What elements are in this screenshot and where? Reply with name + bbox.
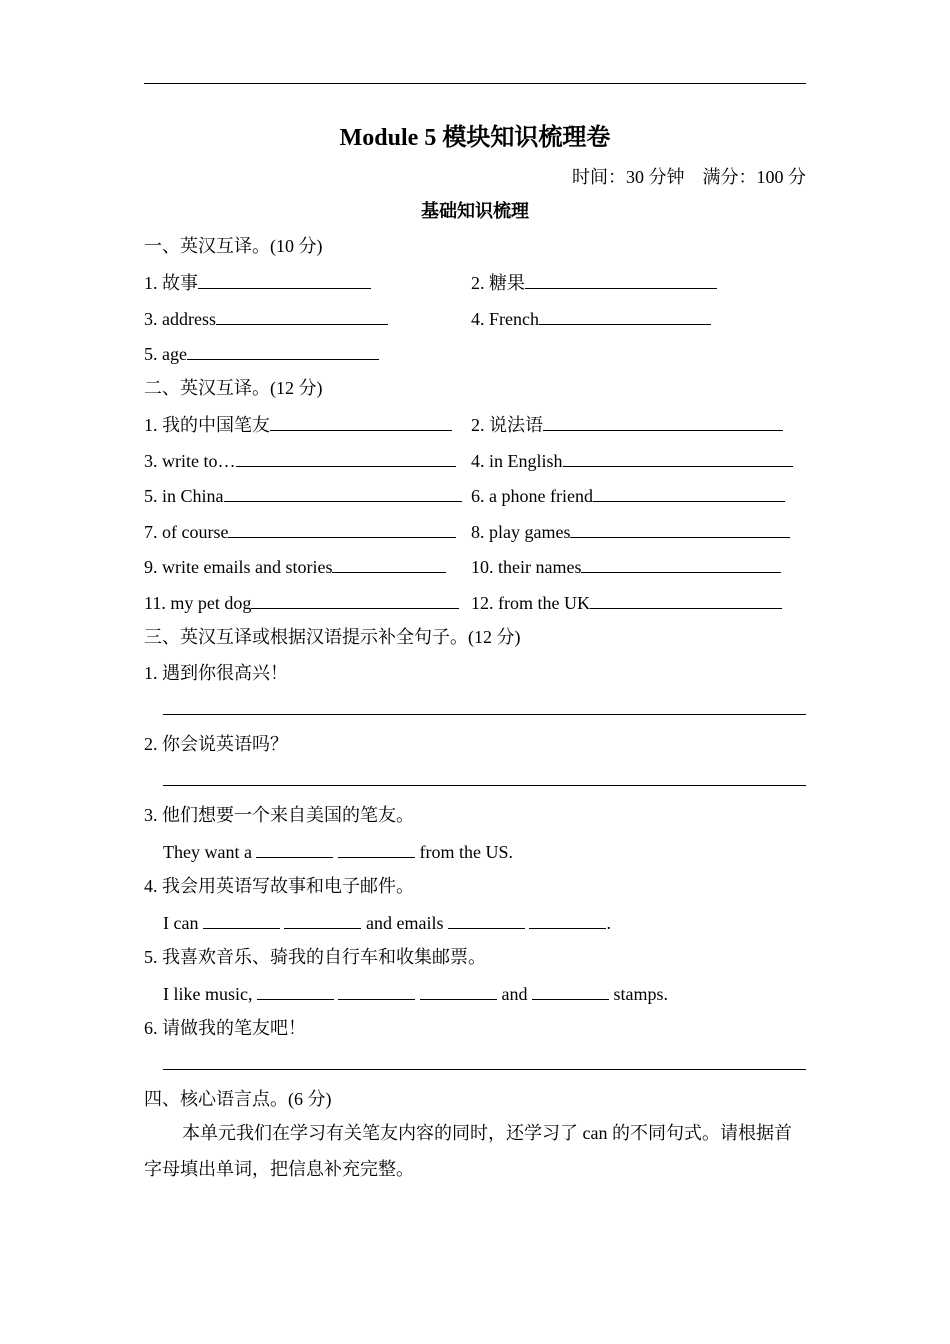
answer-blank[interactable] [236, 447, 456, 467]
s3-question-4: 4. 我会用英语写故事和电子邮件。 [144, 876, 414, 896]
answer-blank[interactable] [270, 411, 452, 431]
answer-blank[interactable] [590, 589, 782, 609]
s3-sentence-4-part-b: and emails [365, 913, 444, 933]
answer-line[interactable] [163, 1069, 806, 1070]
answer-blank[interactable] [257, 980, 334, 1000]
answer-blank[interactable] [593, 482, 785, 502]
s2-item-5-text: 5. in China [144, 486, 224, 506]
answer-blank[interactable] [532, 980, 609, 1000]
section4-heading: 四、核心语言点。(6 分) [144, 1089, 332, 1109]
answer-blank[interactable] [203, 909, 280, 929]
answer-blank[interactable] [251, 589, 459, 609]
s2-item-11 [144, 589, 459, 616]
s2-item-3-text: 3. write to… [144, 451, 236, 471]
s3-sentence-5-part-b: and [501, 984, 528, 1004]
page-title: Module 5 模块知识梳理卷 [339, 125, 611, 151]
answer-blank[interactable] [570, 518, 790, 538]
answer-line[interactable] [163, 714, 806, 715]
section4-instructions: 本单元我们在学习有关笔友内容的同时，还学习了 can 的不同句式。请根据首字母填出单词，把信息补充完整。 [144, 1123, 792, 1179]
section-group-title: 基础知识梳理 [421, 201, 529, 221]
s2-item-5 [144, 482, 462, 509]
s3-question-6: 6. 请做我的笔友吧！ [144, 1018, 306, 1038]
answer-blank[interactable] [198, 269, 371, 289]
s1-item-1 [144, 269, 371, 296]
s3-sentence-3 [163, 838, 513, 865]
s1-item-2 [471, 269, 717, 296]
s3-sentence-4-part-c: . [606, 913, 611, 933]
s1-item-2-text: 2. 糖果 [471, 273, 525, 293]
s2-item-12-text: 12. from the UK [471, 593, 590, 613]
s2-item-10 [471, 553, 781, 580]
s3-question-1: 1. 遇到你很高兴！ [144, 663, 288, 683]
s2-item-3 [144, 447, 456, 474]
s3-question-3: 3. 他们想要一个来自美国的笔友。 [144, 805, 414, 825]
s2-item-11-text: 11. my pet dog [144, 593, 252, 613]
answer-blank[interactable] [420, 980, 497, 1000]
s3-sentence-4-part-a: I can [163, 913, 199, 933]
section2-heading: 二、英汉互译。(12 分) [144, 378, 323, 398]
answer-blank[interactable] [448, 909, 525, 929]
answer-blank[interactable] [563, 447, 793, 467]
answer-blank[interactable] [338, 980, 415, 1000]
s3-sentence-4 [163, 909, 611, 936]
answer-blank[interactable] [525, 269, 717, 289]
s2-item-6 [471, 482, 785, 509]
answer-blank[interactable] [228, 518, 456, 538]
s1-item-4-text: 4. French [471, 309, 539, 329]
s2-item-10-text: 10. their names [471, 557, 582, 577]
s1-item-4 [471, 305, 711, 332]
s2-item-2 [471, 411, 783, 438]
answer-blank[interactable] [543, 411, 783, 431]
s1-item-1-text: 1. 故事 [144, 273, 198, 293]
answer-blank[interactable] [539, 305, 711, 325]
s1-item-3 [144, 305, 388, 332]
header-rule [144, 83, 806, 84]
s2-item-9-text: 9. write emails and stories [144, 557, 333, 577]
answer-blank[interactable] [224, 482, 462, 502]
answer-blank[interactable] [284, 909, 361, 929]
s3-sentence-5-part-a: I like music, [163, 984, 253, 1004]
answer-blank[interactable] [332, 553, 446, 573]
section3-heading: 三、英汉互译或根据汉语提示补全句子。(12 分) [144, 627, 521, 647]
s2-item-2-text: 2. 说法语 [471, 415, 543, 435]
s3-sentence-3-part-a: They want a [163, 842, 252, 862]
s2-item-4-text: 4. in English [471, 451, 563, 471]
s2-item-1 [144, 411, 452, 438]
s3-sentence-3-part-b: from the US. [419, 842, 513, 862]
s3-question-5: 5. 我喜欢音乐、骑我的自行车和收集邮票。 [144, 947, 486, 967]
s2-item-7 [144, 518, 456, 545]
answer-blank[interactable] [256, 838, 333, 858]
s2-item-12 [471, 589, 782, 616]
answer-blank[interactable] [529, 909, 606, 929]
s2-item-7-text: 7. of course [144, 522, 229, 542]
answer-blank[interactable] [338, 838, 415, 858]
s2-item-6-text: 6. a phone friend [471, 486, 593, 506]
s2-item-4 [471, 447, 793, 474]
answer-blank[interactable] [187, 340, 379, 360]
s2-item-1-text: 1. 我的中国笔友 [144, 415, 270, 435]
answer-line[interactable] [163, 785, 806, 786]
s2-item-8 [471, 518, 790, 545]
s1-item-5-text: 5. age [144, 344, 187, 364]
answer-blank[interactable] [216, 305, 388, 325]
s1-item-5 [144, 340, 379, 367]
time-score-info: 时间：30 分钟 满分：100 分 [572, 167, 806, 187]
s2-item-9 [144, 553, 446, 580]
s2-item-8-text: 8. play games [471, 522, 571, 542]
s1-item-3-text: 3. address [144, 309, 216, 329]
s3-question-2: 2. 你会说英语吗？ [144, 734, 288, 754]
s3-sentence-5 [163, 980, 668, 1007]
section1-heading: 一、英汉互译。(10 分) [144, 236, 323, 256]
s3-sentence-5-part-c: stamps. [613, 984, 668, 1004]
answer-blank[interactable] [581, 553, 781, 573]
